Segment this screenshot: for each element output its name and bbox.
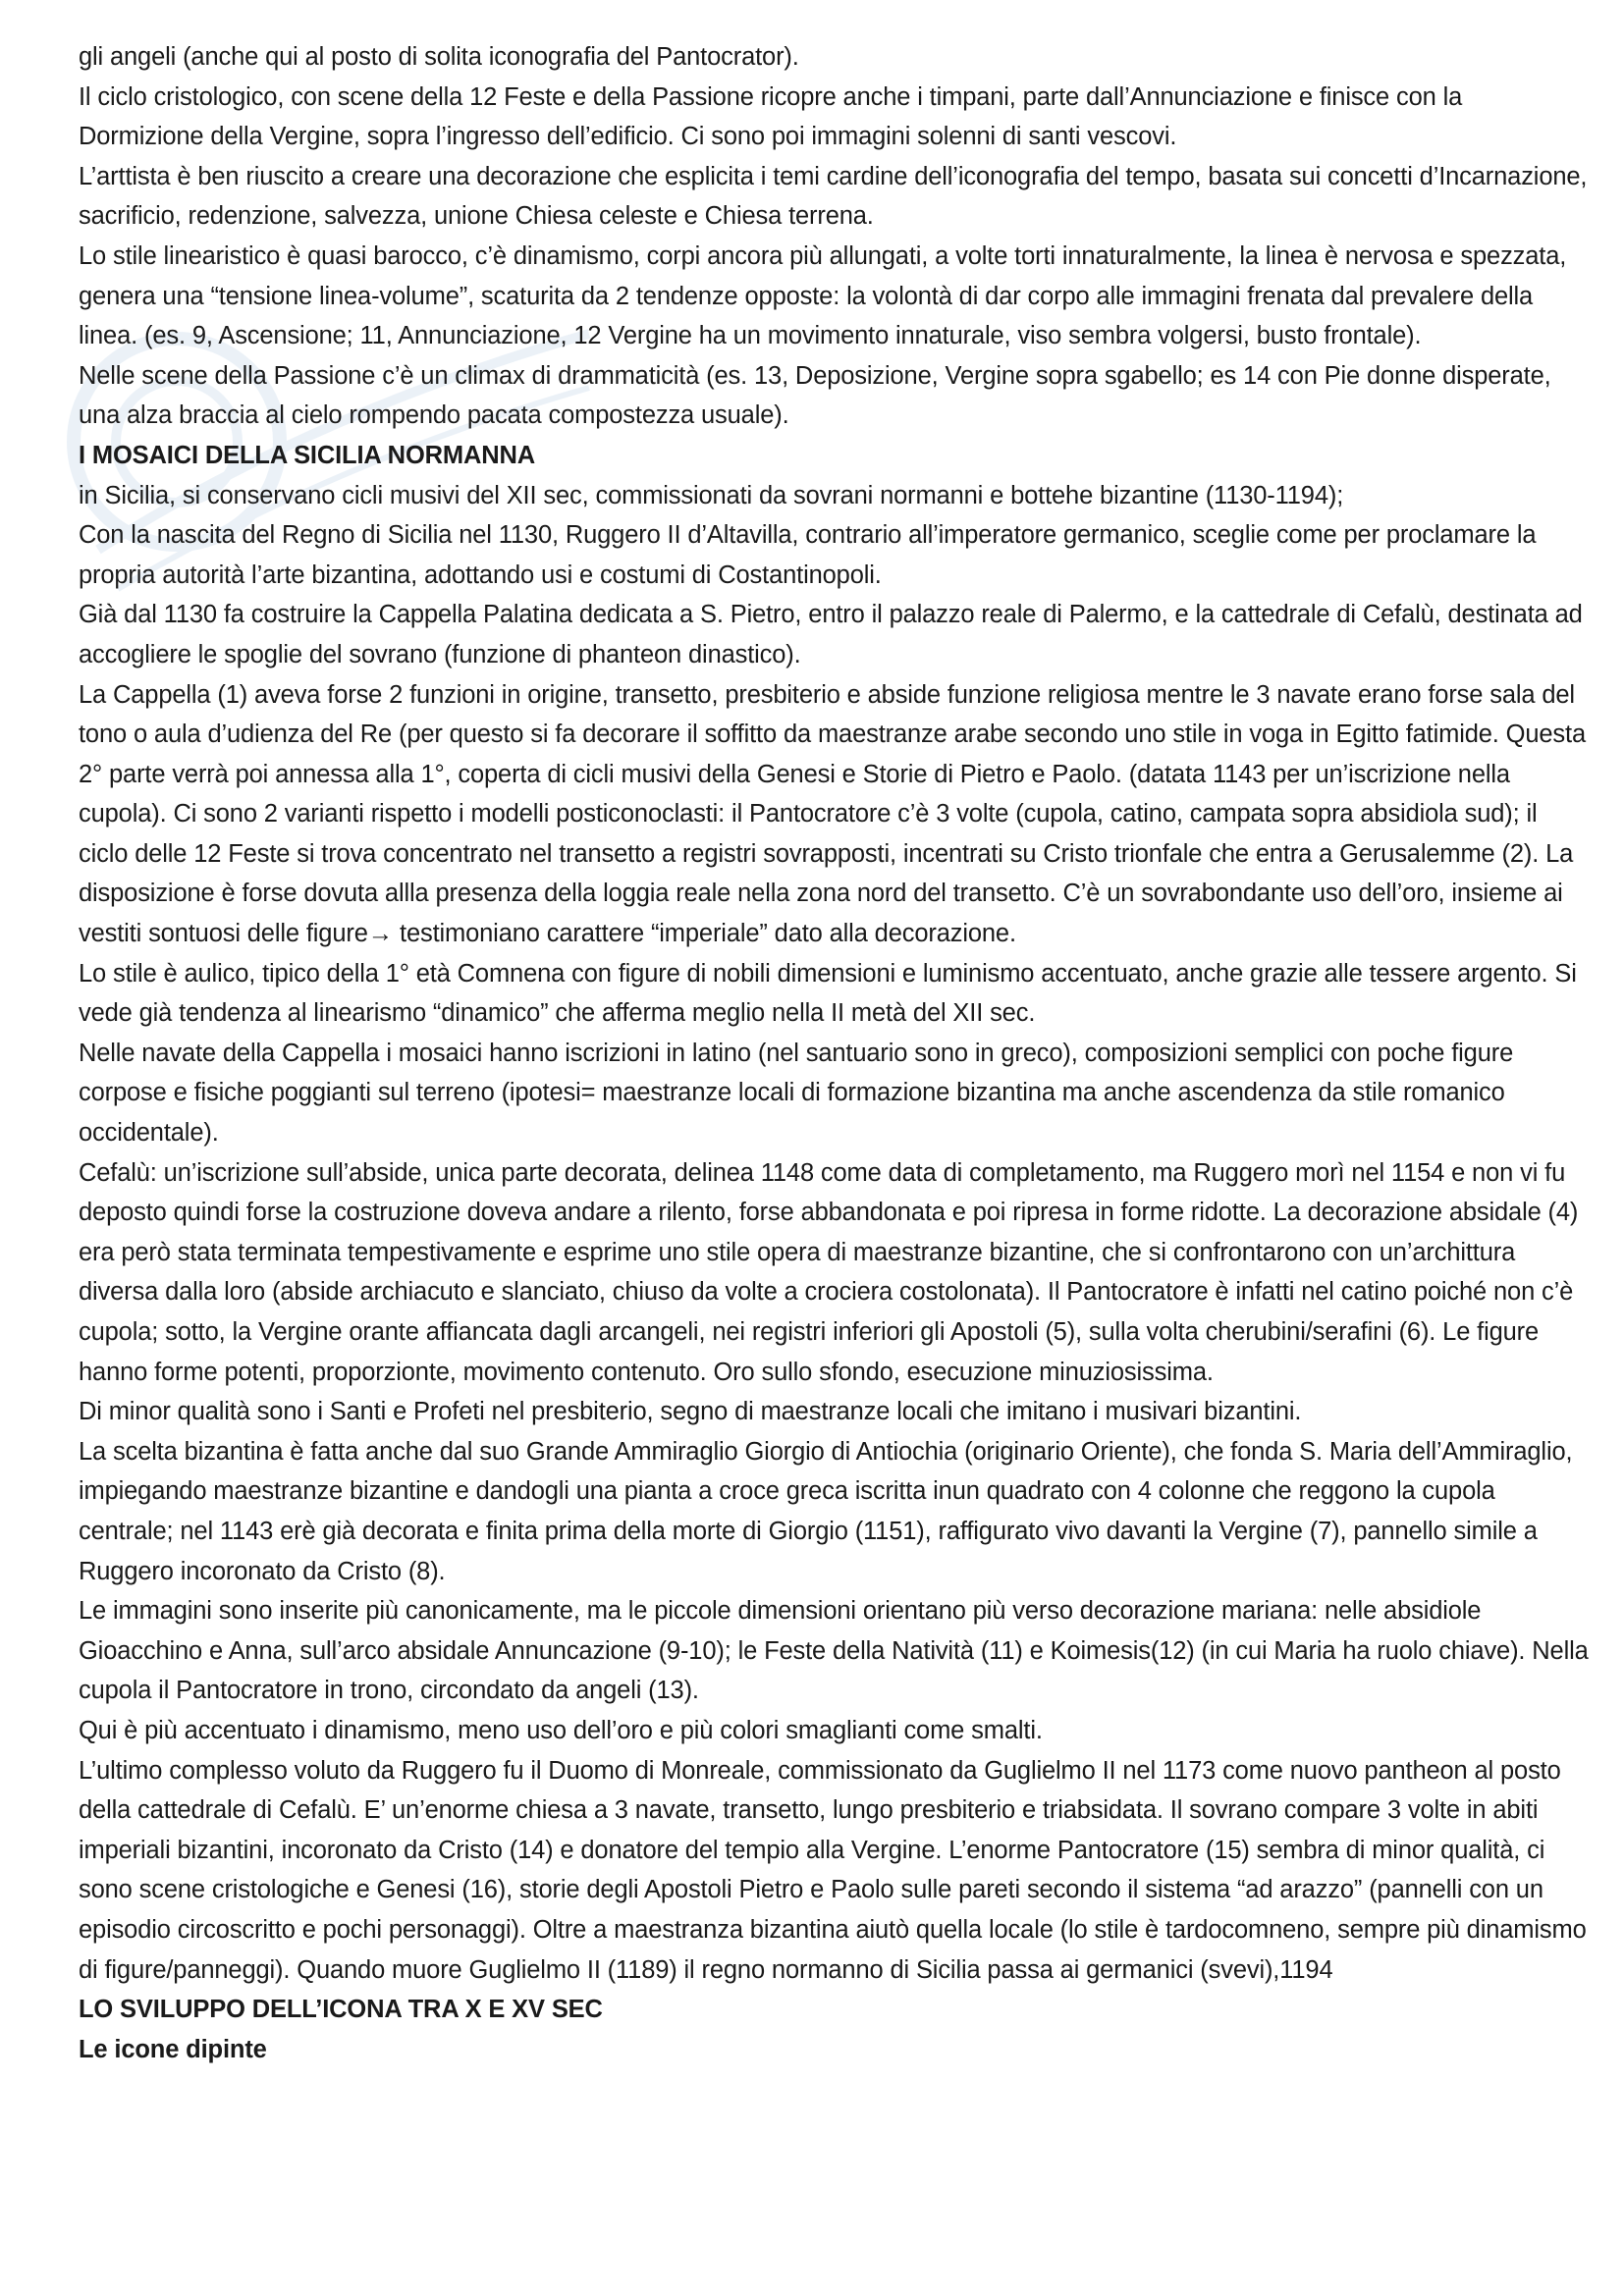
paragraph: La Cappella (1) aveva forse 2 funzioni in origine, transetto, presbiterio e abside funzione religiosa mentre le 3 navate erano forse sala del tono o aula d’udienza del Re (per questo si fa decorare il soffitto da maestranze arabe secondo uno stile in voga in Egitto fatimide. Questa 2° parte verrà poi annessa alla 1°, coperta di cicli musivi della Genesi e Storie di Pietro e Paolo. (datata 1143 per un’iscrizione nella cupola). Ci sono 2 varianti rispetto i modelli posticonoclasti: il Pantocratore c’è 3 volte (cupola, catino, campata sopra absidiola sud); il ciclo delle 12 Feste si trova concentrato nel transetto a registri sovrapposti, incentrati su Cristo trionfale che entra a Gerusalemme (2). La disposizione è forse dovuta allla presenza della loggia reale nella zona nord del transetto. C’è un sovrabondante uso dell’oro, insieme ai vestiti sontuosi delle figure→ testimoniano carattere “imperiale” dato alla decorazione. [79,680,1586,948]
paragraph: Con la nascita del Regno di Sicilia nel 1130, Ruggero II d’Altavilla, contrario all’imperatore germanico, sceglie come per proclamare la propria autorità l’arte bizantina, adottando usi e costumi di Costantinopoli. [79,521,1537,589]
paragraph: Già dal 1130 fa costruire la Cappella Palatina dedicata a S. Pietro, entro il palazzo reale di Palermo, e la cattedrale di Cefalù, destinata ad accogliere le spoglie del sovrano (funzione di phanteon dinastico). [79,601,1583,668]
paragraph: Di minor qualità sono i Santi e Profeti nel presbiterio, segno di maestranze locali che imitano i musivari bizantini. [79,1398,1302,1426]
section-heading: I MOSAICI DELLA SICILIA NORMANNA [79,441,536,469]
paragraph: Cefalù: un’iscrizione sull’abside, unica parte decorata, delinea 1148 come data di completamento, ma Ruggero morì nel 1154 e non vi fu deposto quindi forse la costruzione doveva andare a rilento, forse abbandonata e poi ripresa in forme ridotte. La decorazione absidale (4) era però stata terminata tempestivamente e esprime uno stile opera di maestranze bizantine, che si confrontarono con un’archittura diversa dalla loro (abside archiacuto e slanciato, chiuso da volte a crociera costolonata). Il Pantocratore è infatti nel catino poiché non c’è cupola; sotto, la Vergine orante affiancata dagli arcangeli, nei registri inferiori gli Apostoli (5), sulla volta cherubini/serafini (6). Le figure hanno forme potenti, proporzionte, movimento contenuto. Oro sullo sfondo, esecuzione minuziosissima. [79,1158,1579,1386]
section-heading: Le icone dipinte [79,2035,267,2063]
paragraph: L’ultimo complesso voluto da Ruggero fu il Duomo di Monreale, commissionato da Guglielmo II nel 1173 come nuovo pantheon al posto della cattedrale di Cefalù. E’ un’enorme chiesa a 3 navate, transetto, lungo presbiterio e triabsidata. Il sovrano compare 3 volte in abiti imperiali bizantini, incoronato da Cristo (14) e donatore del tempio alla Vergine. L’enorme Pantocratore (15) sembra di minor qualità, ci sono scene cristologiche e Genesi (16), storie degli Apostoli Pietro e Paolo sulle pareti secondo il sistema “ad arazzo” (pannelli con un episodio circoscritto e pochi personaggi). Oltre a maestranza bizantina aiutò quella locale (lo stile è tardocomneno, sempre più dinamismo di figure/panneggi). Quando muore Guglielmo II (1189) il regno normanno di Sicilia passa ai germanici (svevi),1194 [79,1756,1587,1984]
paragraph: La scelta bizantina è fatta anche dal suo Grande Ammiraglio Giorgio di Antiochia (originario Oriente), che fonda S. Maria dell’Ammiraglio, impiegando maestranze bizantine e dandogli una pianta a croce greca iscritta inun quadrato con 4 colonne che reggono la cupola centrale; nel 1143 erè già decorata e finita prima della morte di Giorgio (1151), raffigurato vivo davanti la Vergine (7), pannello simile a Ruggero incoronato da Cristo (8). [79,1437,1573,1585]
section-heading: LO SVILUPPO DELL’ICONA TRA X E XV SEC [79,1996,603,2024]
paragraph: Lo stile è aulico, tipico della 1° età Comnena con figure di nobili dimensioni e luminismo accentuato, anche grazie alle tessere argento. Si vede già tendenza al linearismo “dinamico” che afferma meglio nella II metà del XII sec. [79,959,1577,1028]
paragraph: Qui è più accentuato i dinamismo, meno uso dell’oro e più colori smaglianti come smalti. [79,1716,1043,1744]
paragraph: Il ciclo cristologico, con scene della 12 Feste e della Passione ricopre anche i timpani, parte dall’Annunciazione e finisce con la Dormizione della Vergine, sopra l’ingresso dell’edificio. Ci sono poi immagini solenni di santi vescovi. [79,82,1463,151]
paragraph: Le immagini sono inserite più canonicamente, ma le piccole dimensioni orientano più verso decorazione mariana: nelle absidiole Gioacchino e Anna, sull’arco absidale Annuncazione (9-10); le Feste della Natività (11) e Koimesis(12) (in cui Maria ha ruolo chiave). Nella cupola il Pantocratore in trono, circondato da angeli (13). [79,1597,1589,1705]
paragraph: Lo stile linearistico è quasi barocco, c’è dinamismo, corpi ancora più allungati, a volte torti innaturalmente, la linea è nervosa e spezzata, genera una “tensione linea-volume”, scaturita da 2 tendenze opposte: la volontà di dar corpo alle immagini frenata dal prevalere della linea. (es. 9, Ascensione; 11, Annunciazione, 12 Vergine ha un movimento innaturale, viso sembra volgersi, busto frontale). [79,241,1567,350]
paragraph: Nelle scene della Passione c’è un climax di drammaticità (es. 13, Deposizione, Vergine sopra sgabello; es 14 con Pie donne disperate, una alza braccia al cielo rompendo pacata compostezza usuale). [79,361,1551,430]
document-page [79,37,1591,2069]
paragraph: L’arttista è ben riuscito a creare una decorazione che esplicita i temi cardine dell’iconografia del tempo, basata sui concetti d’Incarnazione, sacrificio, redenzione, salvezza, unione Chiesa celeste e Chiesa terrena. [79,162,1588,231]
paragraph: gli angeli (anche qui al posto di solita iconografia del Pantocrator). [79,43,799,71]
paragraph: Nelle navate della Cappella i mosaici hanno iscrizioni in latino (nel santuario sono in greco), composizioni semplici con poche figure corpose e fisiche poggianti sul terreno (ipotesi= maestranze locali di formazione bizantina ma anche ascendenza da stile romanico occidentale). [79,1039,1514,1148]
paragraph: in Sicilia, si conservano cicli musivi del XII sec, commissionati da sovrani normanni e bottehe bizantine (1130-1194); [79,481,1344,509]
